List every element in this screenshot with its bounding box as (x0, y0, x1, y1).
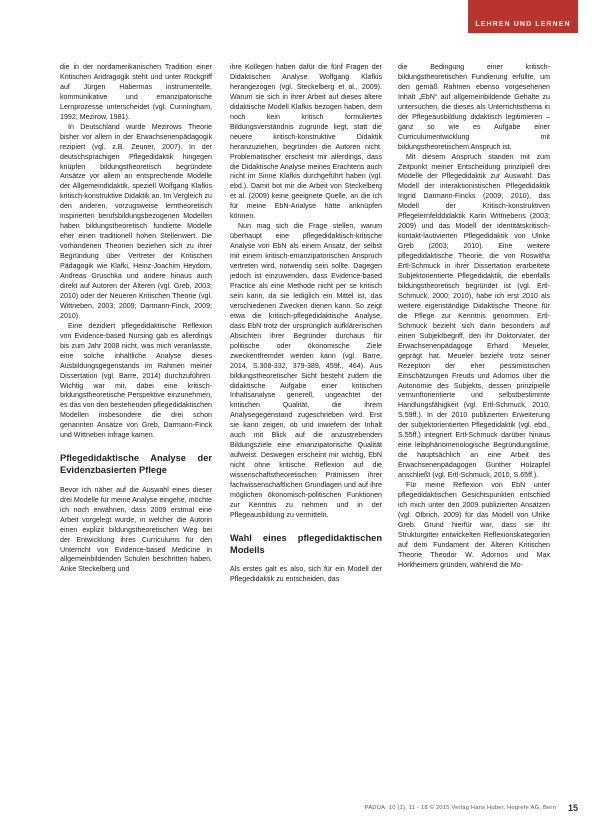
paragraph: Bevor ich näher auf die Auswahl eines dieser drei Modelle für meine Analyse eingehe, möchte ich noch erwähnen, dass 2009 erstmal eine Arbeit vorgelegt wurde, in welcher die Autorin einen explizit bildungstheoretischen Weg bei der Entwicklung ihres Curriculums für den Unterricht von Evidence-based Medicine in allgemeinbildenden Schulen beschritten haben. Anke Steckelberg und (60, 485, 212, 574)
paragraph: die in der nordamerikanischen Tradition einer Kritischen Andragogik steht und unter Rückgriff auf Jürgen Habermas instrumentelle, kommunikative und emanzipatorische Lernprozesse unterscheidet (vgl. Cunningham, 1992; Mezirow, 1981). (60, 63, 212, 121)
section-tab (468, 0, 578, 33)
paragraph: In Deutschland wurde Mezirows Theorie bisher vor allem in der Erwachsenenpädagogik rezipiert (vgl. z.B. Zeuner, 2007). In der deutschsprachigen Pflegedidaktik hingegen knüpfen bildungstheoretisch begründete Ansätze vor allem an entsprechende Modelle der Allgemeindidaktik, speziell Wolfgang Klafkis kritisch-konstruktive Didaktik an. Im Vergleich zu den anderen, vorzugsweise lerntheoretisch inspirierten berufsbildungsbezogenen Modellen haben bildungstheoretisch fundierte Modelle eher einen traditionell hohen Stellenwert. Die vorhandenen Theorien beziehen sich zu ihrer Begründung über Vertreter der Kritischen Pädagogik wie Klafki, Heinz-Joachim Heydorn, Andreas Gruschka und andere hinaus auch direkt auf Autoren der Älteren (vgl. Greb, 2003; 2010) oder der Neueren Kritischen Theorie (vgl. Wittneben, 2003; 2009; Darmann-Finck, 2009; 2010). (60, 122, 212, 320)
page-number: 15 (567, 803, 578, 813)
paragraph: die Bedingung einer kritisch-bildungstheoretischen Fundierung erfüllte, um den gemäß Rahmen ebenso vorgesehenen Inhalt „EbN“ auf allgemeinbildende Gehalte zu untersuchen, die dieses als Unterrichtsthema in der Pflegeausbildung didaktisch legitimieren – ganz so wie es Aufgabe einer Curriculumentwicklung mit bildungstheoretischem Anspruch ist. (398, 63, 550, 151)
paragraph: Mit diesem Anspruch standen mit zum Zeitpunkt meiner Entscheidung prinzipiell drei Modelle der Pflegedidaktik zur Auswahl: Das Modell der interaktionistischen Pflegedidaktik Ingrid Darmann-Fincks (2009; 2010), das Modell der Kritisch-konstruktiven Pflegelernfelddidaktik Karin Wittnebens (2003; 2009) und das Modell der identitätskritisch-kontakt-lautivierten Pflegedidaktik von Ulrike Greb (2003; 2010). Eine weitere pflegedidaktische Theorie, die von Roswitha Ertl-Schmuck in ihrer Dissertation erarbeitete Subjektorientierte Pflegedidaktik, die ebenfalls bildungstheoretisch begründet ist (vgl. Ertl-Schmuck, 2000; 2010), habe ich erst 2010 als weitere eigenständige Didaktische Theorie für die Pflege zur Kenntnis genommen. Ertl-Schmuck bezieht sich darin besonders auf einen Subjektbegriff, den ihr Doktorvater, der Erwachsenenpädagoge Erhard Meueler, geprägt hat. Meueler bezieht trotz seiner Rezeption der eher pessimistischen Einschätzungen Freuds und Adornos über die Autonomie des Subjekts, dessen prinzipielle vernunftorientierte und selbstbestimmte Handlungsfähigkeit (vgl. Ertl-Schmuck, 2010, S.59ff.). In der 2010 publizierten Erweiterung der subjektorientierten Pflegedidaktik (vgl. ebd., S.55ff.) integriert Ertl-Schmuck darüber hinaus eine leibphänomenologische Begründungslinie, die hauptsächlich an eine Arbeit des Erwachsenenpädagogen Gunther Holzapfel anschließt (vgl. Ertl-Schmuck, 2010, S.65ff.). (398, 152, 550, 480)
paragraph: ihre Kollegen haben dafür die fünf Fragen der Didaktischen Analyse Wolfgang Klafkis herangezogen (vgl. Steckelberg et al., 2009). Warum sie sich in ihrer Arbeit auf dieses ältere didaktische Modell Klafkis bezogen haben, dem noch kein kritisch formuliertes Bildungsverständnis zugrunde liegt, statt die neuere kritisch-konstruktive Didaktik heranzuziehen, begründen die Autoren nicht. Problematischer erscheint mir allerdings, dass die Didaktische Analyse meines Erachtens auch nicht im Sinne Klafkis durchgeführt haben (vgl. ebd.). Damit bot mir die Arbeit von Steckelberg et al. (2009) keine geeignete Quelle, an die ich für meine EbN-Analyse hätte anknüpfen können. (230, 63, 382, 221)
page-footer (60, 805, 578, 817)
paragraph: Als erstes galt es also, sich für ein Modell der Pflegedidaktik zu entscheiden, das (230, 565, 382, 584)
column-1 (60, 63, 212, 575)
paragraph: Eine dezidiert pflegedidaktische Reflexion von Evidence-based Nursing gab es allerdings bis zum Jahr 2008 nicht, was mich veranlasste, eine solche inhaltliche Analyse dieses Ausbildungsgegenstands im Rahmen meiner Dissertation (vgl. Barre, 2014) durchzuführen. Wichtig war mir, dabei eine kritisch-bildungstheoretische Perspektive einzunehmen, es das von den bestehenden pflegedidaktischen Modellen insbesondere die drei schon genannten Ansätze von Greb, Darmann-Finck und Wittneben infrage kamen. (60, 321, 212, 440)
section-title: LEHREN UND LERNEN (475, 21, 571, 28)
paragraph: Nun mag sich die Frage stellen, warum überhaupt eine pflegedidaktisch-kritische Analyse von EbN als einem Ansatz, der selbst mit einem kritisch-emanzipatorischen Anspruch vertreten wird, notwendig sein sollte. Dagegen jedoch ist einzuwenden, dass Evidence-based Practice als eine Methode nicht per se kritisch sein kann, da sie lediglich ein Mittel ist, das verschiedenen Zwecken dienen kann. So zeigt etwa die kritisch-pflegedidaktische Analyse, dass EbN trotz der ursprünglich aufklärerischen Absichten ihrer Begründer durchaus für politische oder ökonomische Ziele zweckentfremdet werden kann (vgl. Barre, 2014, S.308-332, 379-389, 459f., 464). Aus bildungstheoretischer Sicht besteht zudem die didaktische Aufgabe einer kritischen Inhaltsanalyse generell, ungeachtet der kritischen Qualität, die ihrem Analysegegenstand zugeschrieben wird. Erst sie kann zeigen, ob und inwiefern der Inhalt auch mit Blick auf die anzustrebenden Bildungsziele eine emanzipatorische Qualität aufweist. Deswegen erscheint mir wichtig, EbN nicht ohne kritische Reflexion auf die wissenschaftstheoretischen Prämissen ihrer fachwissenschaftlichen Grundlagen und auf ihre möglichen ökonomisch-politischen Funktionen zur Kenntnis zu nehmen und in der Pflegeausbildung zu vermitteln. (230, 222, 382, 519)
section-heading: Pflegedidaktische Analyse der Evidenzbasierten Pflege (60, 453, 212, 476)
column-2 (230, 63, 382, 585)
section-heading: Wahl eines pflegedidaktischen Modells (230, 532, 382, 555)
paragraph: Für meine Reflexion von EbN unter pflegedidaktischen Gesichtspunkten entschied ich mich unter den 2009 publizierten Ansätzen (vgl. Olbrich, 2009) für das Modell von Ulrike Greb. Grund hierfür war, dass sie ihr Strukturgitter entwickelten Reflexionskategorien auf dem Fundament der Älteren Kritischen Theorie Theodor W. Adornos und Max Horkheimers gründen, während die Mo- (398, 481, 550, 569)
journal-reference: PADUA, 10 (1), 11 - 18 © 2015 Verlag Hans Huber, Hogrefe AG, Bern (364, 805, 556, 811)
column-3 (398, 63, 550, 571)
